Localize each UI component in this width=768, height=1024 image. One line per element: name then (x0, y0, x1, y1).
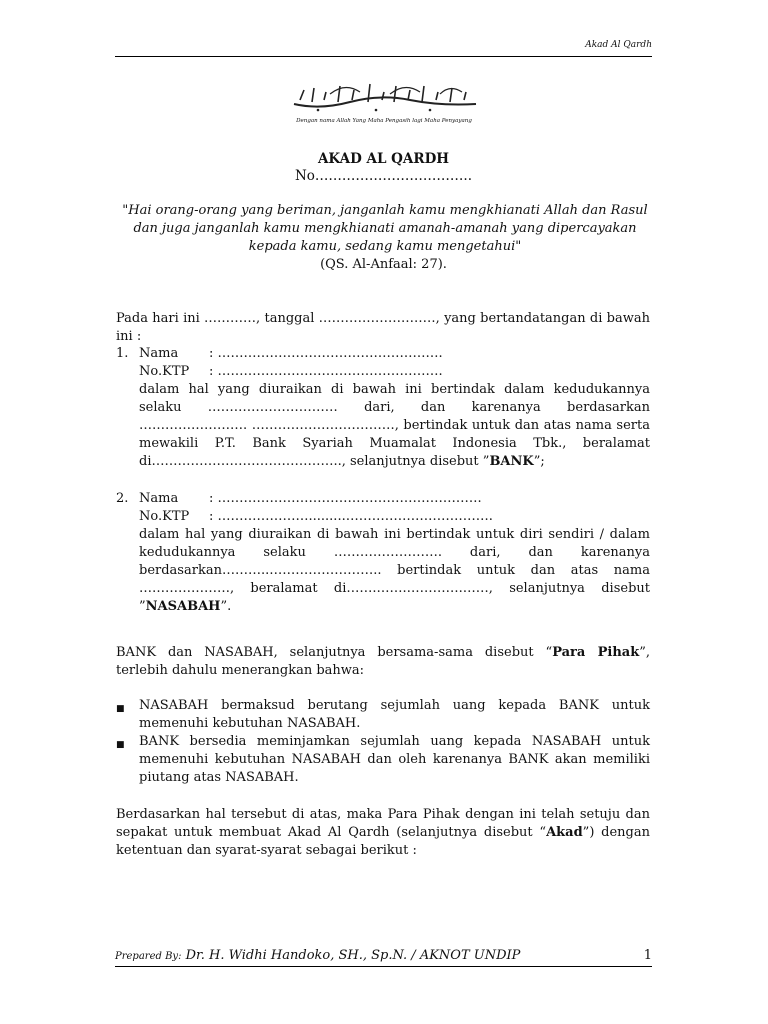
document-number: No…………………………….. (294, 168, 473, 184)
party-2-name-field: : ……………………………………………………. (209, 491, 482, 506)
page-number: 1 (643, 948, 652, 963)
prepared-by-label: Prepared By: (115, 951, 182, 962)
bullet-list (116, 697, 650, 787)
party-2-name-label: Nama (139, 491, 179, 506)
opening-quote: "Hai orang-orang yang beriman, janganlah kamu mengkhianati Allah dan Rasul dan juga janganlah kamu mengkhianati amanah-amanah yang dipercayakan kepada kamu, sedang kamu mengetahui" (122, 203, 648, 254)
party-1-name-field: : ……………………………………………. (209, 346, 443, 361)
party-2-description: dalam hal yang diuraikan di bawah ini bertindak untuk diri sendiri / dalam kedudukannya selaku ……………………. dari, dan karenanya berdasarkan………..…………………….. bertindak untuk dan atas nama …………………, beralamat di…….…….………….……, selanjutnya disebut ”NASABAH”. (139, 527, 650, 614)
footer-author: Dr. H. Widhi Handoko, SH., Sp.N. / AKNOT UNDIP (181, 948, 521, 963)
party-2-block (116, 490, 650, 616)
parties-term: Para Pihak (552, 645, 640, 660)
party-2-ktp-label: No.KTP (139, 509, 190, 524)
square-bullet-icon: ■ (116, 740, 125, 750)
party-1-block (116, 345, 650, 471)
party-1-description: dalam hal yang diuraikan di bawah ini bertindak dalam kedudukannya selaku ………………………… dari, dan karenanya berdasarkan ……………………. ……………………………, bertindak untuk dan atas nama serta mewakili P.T. Bank Syariah Muamalat Indonesia Tbk., beralamat di…………………………………….., selanjutnya disebut ”BANK”; (139, 382, 650, 469)
party-1-designation: BANK (489, 454, 534, 469)
party-2-ktp-field: : ………………….........……………………………. (209, 509, 493, 524)
list-item: ■ NASABAH bermaksud berutang sejumlah uang kepada BANK untuk memenuhi kebutuhan NASABAH. (116, 698, 650, 731)
party-1-ktp-field: : ……………………………………………. (209, 364, 443, 379)
basmalah-caption: Dengan nama Allah Yang Maha Pengasih lagi Maha Penyayang (296, 118, 472, 124)
party-2-number: 2. (116, 491, 129, 506)
opening-paragraph: Pada hari ini …………, tanggal ………………………, yang bertandatangan di bawah ini : (116, 311, 650, 344)
list-item: ■ BANK bersedia meminjamkan sejumlah uang kepada NASABAH untuk memenuhi kebutuhan NASABAH dan oleh karenanya BANK akan memiliki piutang atas NASABAH. (116, 734, 650, 785)
running-header (115, 40, 652, 57)
quote-reference: (QS. Al-Anfaal: 27). (320, 257, 447, 272)
party-1-name-label: Nama (139, 346, 179, 361)
document-title: AKAD AL QARDH (317, 151, 450, 167)
parties-paragraph: BANK dan NASABAH, selanjutnya bersama-sama disebut “Para Pihak”, terlebih dahulu menerangkan bahwa: (116, 645, 650, 678)
akad-term: Akad (546, 825, 583, 840)
basmalah-calligraphy (290, 80, 480, 116)
running-title: Akad Al Qardh (585, 40, 652, 50)
party-2-designation: NASABAH (145, 599, 221, 614)
page-footer (115, 948, 652, 967)
closing-paragraph: Berdasarkan hal tersebut di atas, maka Para Pihak dengan ini telah setuju dan sepakat untuk membuat Akad Al Qardh (selanjutnya disebut “Akad”) dengan ketentuan dan syarat-syarat sebagai berikut : (116, 807, 650, 858)
party-1-number: 1. (116, 346, 129, 361)
party-1-ktp-label: No.KTP (139, 364, 190, 379)
square-bullet-icon: ■ (116, 704, 125, 714)
